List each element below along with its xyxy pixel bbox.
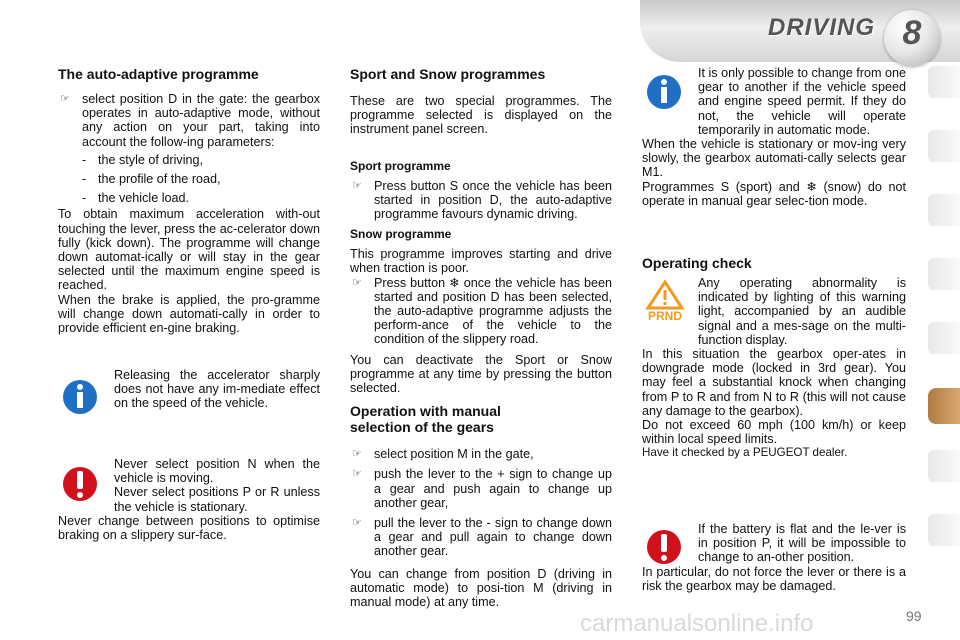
bullet-item: ☞ select position M in the gate, <box>352 447 534 462</box>
chapter-tab-active[interactable] <box>928 388 960 424</box>
column-auto-adaptive <box>58 66 320 335</box>
body-paragraph: These are two special programmes. The programme selected is displayed on the instrument panel screen. <box>350 94 612 137</box>
subsection-title: Sport programme <box>350 158 451 173</box>
dash-item: - the vehicle load. <box>82 191 190 206</box>
pointing-hand-icon: ☞ <box>352 276 362 289</box>
bullet-item: ☞ Press button S once the vehicle has been started in position D, the auto-adaptive programme favours dynamic driving. <box>352 178 612 222</box>
chapter-tab[interactable] <box>928 258 960 290</box>
pointing-hand-icon: ☞ <box>352 179 362 192</box>
column-sport-snow <box>350 66 612 609</box>
bullet-item: ☞ pull the lever to the - sign to change down a gear and pull again to change down another gear. <box>352 516 612 559</box>
pointing-hand-icon: ☞ <box>60 93 70 105</box>
pointing-hand-icon: ☞ <box>352 448 362 461</box>
body-paragraph: When the brake is applied, the pro-gramme will change down automati-cally in order to provide efficient en-gine braking. <box>58 292 320 336</box>
watermark: carmanualsonline.info <box>580 610 814 637</box>
subsection-title: Snow programme <box>350 227 452 242</box>
body-paragraph: This programme improves starting and drive when traction is poor. <box>350 247 612 276</box>
info-note: Releasing the accelerator sharply does not have any im-mediate effect on the speed of the vehicle. <box>114 368 320 411</box>
dash-item: - the profile of the road, <box>82 172 221 187</box>
chapter-number: 8 <box>902 14 922 52</box>
prnd-label: PRND <box>647 309 683 322</box>
chapter-tab-strip <box>928 66 960 606</box>
info-icon <box>62 375 98 419</box>
page-number: 99 <box>906 608 922 624</box>
section-title: Sport and Snow programmes <box>350 66 546 82</box>
body-paragraph: You can deactivate the Sport or Snow programme at any time by pressing the button selected. <box>350 352 612 396</box>
column-manual-info <box>642 66 906 208</box>
info-paragraph: When the vehicle is stationary or mov-ing very slowly, the gearbox automati-cally selects gear M1. <box>642 137 906 180</box>
pointing-hand-icon: ☞ <box>352 468 362 481</box>
bullet-item: ☞ push the lever to the + sign to change up a gear and push again to change up another gear, <box>352 467 612 510</box>
battery-warning-note: If the battery is flat and the le-ver is in position P, it will be impossible to change to an-other position. In particular, do not force the lever or there is a risk the gearbox may be damaged. <box>642 522 906 593</box>
chapter-title: DRIVING <box>768 14 876 41</box>
body-paragraph: To obtain maximum acceleration with-out touching the lever, press the ac-celerator down fully (kick down). The programme will change down automat-ically or will stay in the gear selected until the maximum engine speed is reached. <box>58 207 320 293</box>
section-title: The auto-adaptive programme <box>58 66 259 82</box>
chapter-tab[interactable] <box>928 194 960 226</box>
body-paragraph: You can change from position D (driving in automatic mode) to posi-tion M (driving in manual mode) at any time. <box>350 566 612 610</box>
bullet-item: ☞ select position D in the gate: the gearbox operates in auto-adaptive mode, without any action on your part, taking into account the follow-ing parameters: <box>60 92 320 149</box>
section-title: Operation with manual selection of the gears <box>350 403 501 436</box>
operating-check-body: Any operating abnormality is indicated by lighting of this warning light, accompanied by an audible signal and a mes-sage on the multi-function display. In this situation the gearbox oper-ates in downgrade mode (locked in 3rd gear). You may feel a substantial knock when changing from P to R and from N to R (this will not cause any damage to the gearbox). Do not exceed 60 mph (100 km/h) or keep within local speed limits. Have it checked by a PEUGEOT dealer. <box>642 276 906 460</box>
chapter-tab[interactable] <box>928 66 960 98</box>
info-paragraph: It is only possible to change from one gear to another if the vehicle speed and engine speed permit. If they do not, the vehicle will operate temporarily in automatic mode. <box>698 66 906 137</box>
dash-item: - the style of driving, <box>82 152 203 167</box>
info-paragraph: Programmes S (sport) and ❄ (snow) do not operate in manual gear selec-tion mode. <box>642 179 906 208</box>
chapter-tab[interactable] <box>928 450 960 482</box>
chapter-tab[interactable] <box>928 130 960 162</box>
chapter-tab[interactable] <box>928 322 960 354</box>
section-title: Operating check <box>642 255 752 271</box>
pointing-hand-icon: ☞ <box>352 517 362 530</box>
warning-note: Never select position N when the vehicle is moving. Never select positions P or R unless the vehicle is stationary. Never change between positions to optimise braking on a slippery sur-face. <box>58 457 320 543</box>
operating-check <box>642 255 906 271</box>
bullet-item: ☞ Press button ❄ once the vehicle has been started and position D has been selected, the auto-adaptive programme adjusts the perform-ance of the vehicle to the condition of the slippery road. <box>352 275 612 347</box>
chapter-tab[interactable] <box>928 514 960 546</box>
